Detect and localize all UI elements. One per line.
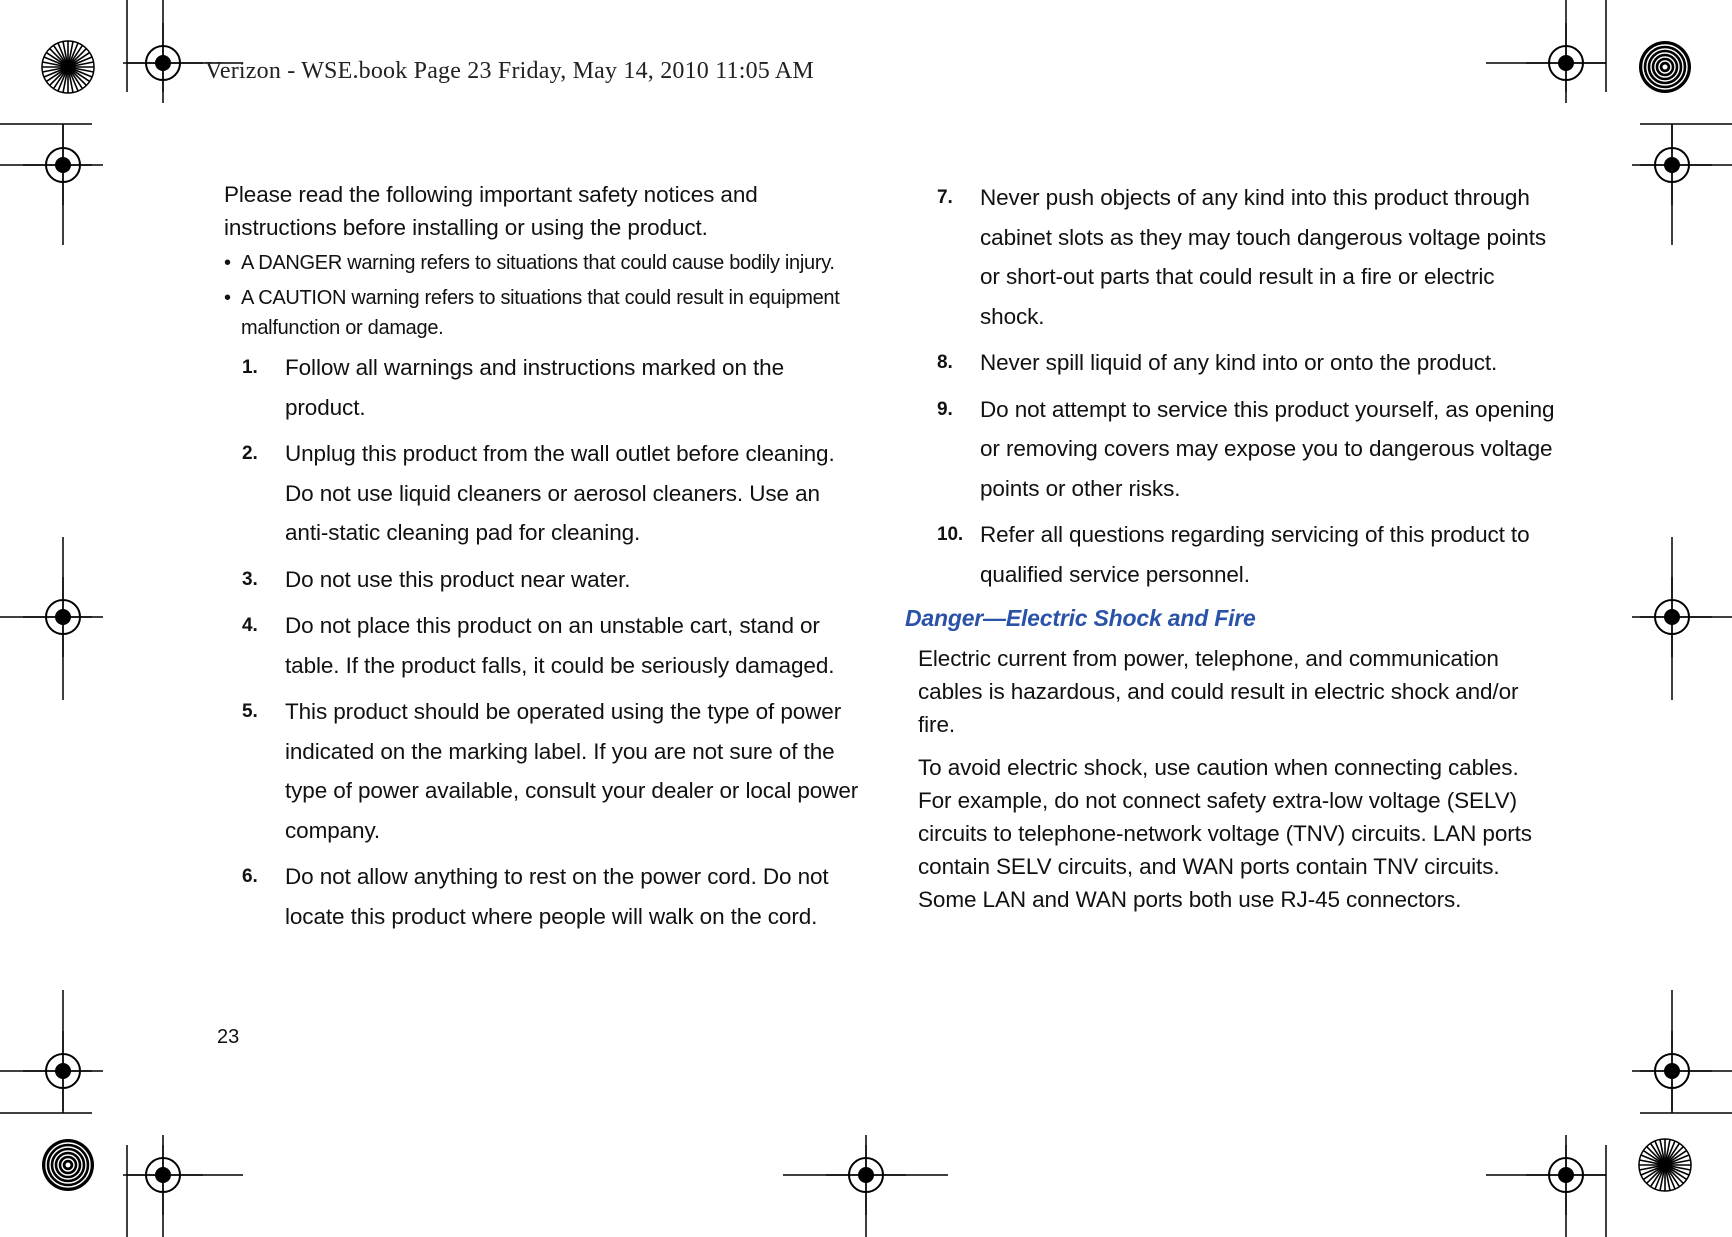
intro-text: Please read the following important safety notices and instructions before installing or using the product. — [224, 182, 758, 240]
step-item — [242, 348, 864, 427]
step-text: Refer all questions regarding servicing of this product to qualified service personnel. — [980, 522, 1530, 587]
step-item — [242, 434, 864, 553]
step-number: 3. — [242, 568, 258, 590]
step-number: 9. — [937, 398, 953, 420]
step-text: Never spill liquid of any kind into or onto the product. — [980, 350, 1498, 375]
step-item — [937, 515, 1558, 594]
step-item — [242, 606, 864, 685]
step-text: Do not allow anything to rest on the power cord. Do not locate this product where people will walk on the cord. — [285, 864, 829, 929]
step-number: 4. — [242, 615, 258, 636]
warning-definitions — [224, 248, 864, 343]
step-number: 6. — [242, 866, 258, 887]
bullet-dot: • — [224, 252, 231, 274]
section-heading: Danger—Electric Shock and Fire — [905, 605, 1256, 631]
step-number: 5. — [242, 701, 258, 722]
step-item — [242, 692, 864, 850]
safety-steps-left — [242, 348, 864, 936]
step-text: Never push objects of any kind into this product through cabinet slots as they may touch dangerous voltage points or short-out parts that could result in a fire or electric shock. — [980, 185, 1546, 329]
print-header: Verizon - WSE.book Page 23 Friday, May 14, 2010 11:05 AM — [205, 58, 814, 84]
step-number: 8. — [937, 352, 953, 373]
step-number: 7. — [937, 187, 953, 208]
step-item — [937, 178, 1558, 336]
step-text: Do not attempt to service this product yourself, as opening or removing covers may expose you to dangerous voltage points or other risks. — [980, 396, 1555, 501]
step-number: 2. — [242, 443, 258, 464]
left-column — [224, 178, 864, 943]
step-text: Unplug this product from the wall outlet before cleaning. Do not use liquid cleaners or aerosol cleaners. Use an anti-static cleaning pad for cleaning. — [285, 441, 835, 545]
safety-steps-right — [937, 178, 1558, 594]
step-text: Follow all warnings and instructions marked on the product. — [285, 355, 784, 420]
step-item — [937, 390, 1558, 509]
bullet-danger: • A DANGER warning refers to situations that could cause bodily injury. — [224, 248, 864, 278]
bullet-caution: • A CAUTION warning refers to situations that could result in equipment malfunction or damage. — [224, 283, 864, 343]
bullet-dot: • — [224, 287, 231, 309]
step-text: Do not place this product on an unstable cart, stand or table. If the product falls, it could be seriously damaged. — [285, 613, 835, 678]
body-paragraph: Electric current from power, telephone, and communication cables is hazardous, and could result in electric shock and/or fire. — [918, 646, 1519, 737]
step-number: 10. — [937, 524, 964, 545]
step-text: This product should be operated using the type of power indicated on the marking label. If you are not sure of the type of power available, consult your dealer or local power company. — [285, 699, 859, 843]
step-item — [242, 857, 864, 936]
right-column — [905, 178, 1558, 926]
step-item — [242, 560, 864, 600]
step-item — [937, 343, 1558, 383]
page-number: 23 — [217, 1026, 240, 1048]
body-paragraph: To avoid electric shock, use caution when connecting cables. For example, do not connect safety extra-low voltage (SELV) circuits to telephone-network voltage (TNV) circuits. LAN ports contain SELV circuits, and WAN ports contain TNV circuits. Some LAN and WAN ports both use RJ-45 connectors. — [918, 755, 1532, 912]
step-text: Do not use this product near water. — [285, 566, 631, 592]
step-number: 1. — [242, 357, 258, 378]
